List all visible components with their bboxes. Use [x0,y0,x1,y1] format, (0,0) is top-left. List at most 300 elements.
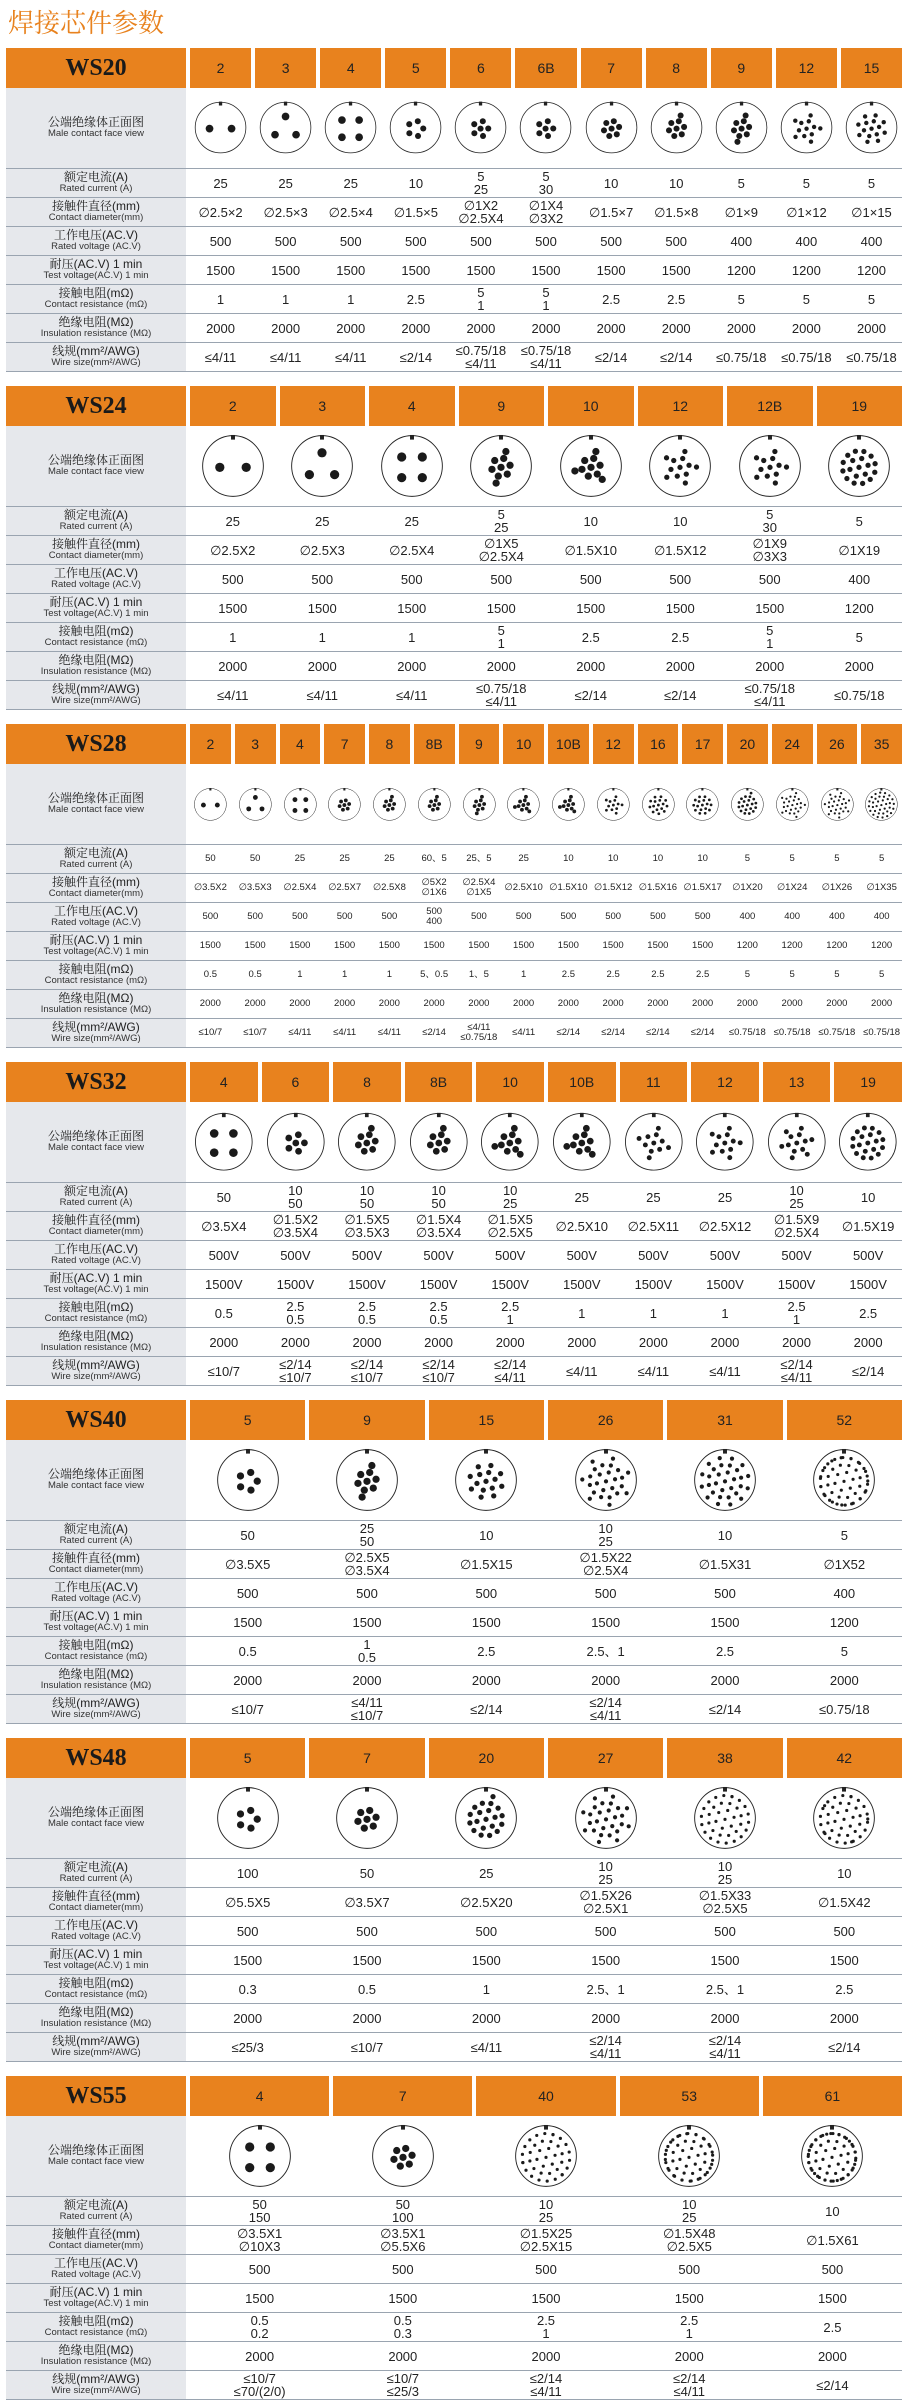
contact-pin [247,1807,254,1814]
key-notch [320,435,324,440]
value-cell [320,256,381,284]
value-cell [548,903,589,931]
value-cell [548,1241,616,1269]
value-cell [405,1212,473,1240]
contact-pin [863,1149,868,1154]
value-line: 2000 [782,1334,811,1350]
contact-face-view [320,88,381,168]
value-cell [190,1019,231,1047]
value-cell [369,594,455,622]
contact-pin [566,803,570,807]
contact-pin [492,1143,499,1150]
insulator-outline [217,1450,278,1511]
contact-face-diagram [334,1785,400,1851]
contact-face-diagram [453,1447,519,1513]
value-cell [682,961,723,989]
value-line: 2000 [218,658,248,674]
value-line: ≤2/14 [556,1027,581,1038]
value-line: 1 [721,1305,729,1321]
contact-pin [533,2144,536,2147]
row-label-cn: 耐压(AC.V) 1 min [49,2285,143,2299]
row-label-en: Test voltage(AC.V) 1 min [43,608,149,619]
row-label [6,874,186,902]
value-line: ≤4/11 [351,1695,383,1710]
value-line: 0.3 [238,1981,257,1997]
contact-pin [361,1825,368,1832]
contact-pin [693,803,696,806]
value-line: 10 [837,1865,852,1881]
row-label-cn: 绝缘电阻(MΩ) [58,1329,134,1343]
contact-pin [723,1479,727,1483]
value-cell [476,1357,544,1385]
row-insulation [6,314,902,343]
value-line: 1 [216,291,225,307]
value-cell [620,2342,759,2370]
value-line: 500 [600,233,622,249]
contact-pin [832,800,834,802]
contact-pin [772,449,777,454]
value-line: ∅3.5X5 [225,1556,271,1572]
contact-pin [295,1132,302,1139]
contact-pin [834,1820,837,1823]
value-line: ≤2/14 [589,2033,622,2048]
row-label-en: Rated voltage (AC.V) [51,917,141,928]
value-cell [776,169,837,197]
contact-pin [675,474,680,479]
contact-pin [542,2165,545,2168]
value-line: ≤4/11 [470,2039,503,2055]
value-cell [787,1666,902,1694]
contact-face-diagram [649,100,704,155]
contact-pin [285,1135,292,1142]
contact-arrangement-header: 61 [763,2076,902,2116]
value-line: 5 [744,969,751,980]
value-line: 1500 [602,940,624,951]
row-label [6,536,186,564]
row-label [6,2226,186,2254]
value-cell [787,1521,902,1549]
value-line: 1500 [397,600,427,616]
row-label-cn: 线规(mm²/AWG) [52,682,140,696]
contact-arrangement-header: 40 [476,2076,615,2116]
row-label [6,2342,186,2370]
value-line: 10 [502,1183,518,1198]
contact-face-view [255,88,316,168]
contact-face-diagram [289,433,355,499]
contact-pin [605,798,608,801]
value-cell [235,990,276,1018]
contact-pin [436,806,440,810]
contact-pin [247,1486,254,1493]
contact-pin [675,119,681,125]
contact-pin [664,2153,667,2156]
value-line: ∅1.5X5 [487,1212,533,1227]
value-cell [763,1241,831,1269]
value-line: 1500V [348,1276,386,1292]
contact-pin [714,1820,717,1823]
contact-face-view [414,764,455,844]
contact-pin [738,1141,743,1146]
contact-pin [427,1142,434,1149]
contact-pin [864,121,868,125]
row-label-cn: 线规(mm²/AWG) [52,2372,140,2386]
value-line: ∅1X6 [421,887,447,898]
value-line: 2000 [378,998,400,1009]
value-line: 1500 [218,600,248,616]
contact-pin [587,1497,591,1501]
contact-pin [819,1815,822,1818]
contact-face-view [476,1102,544,1182]
contact-pin [563,1143,570,1150]
value-line: 2000 [206,320,235,336]
contact-pin [543,126,549,132]
contact-pin [869,453,874,458]
value-cell [667,1888,782,1916]
contact-pin [570,806,574,810]
row-label-cn: 工作电压(AC.V) [53,904,138,918]
value-line: 1 [766,636,774,651]
value-line: ≤0.75/18 [455,343,507,358]
contact-pin [790,808,792,810]
row-label-cn: 额定电流(A) [64,2198,128,2212]
contact-pin [799,1126,804,1131]
value-cell [841,227,902,255]
value-line: 10 [652,853,664,864]
contact-pin [872,801,874,803]
value-line: 2000 [692,998,714,1009]
value-cell [190,623,276,651]
contact-arrangement-header: 17 [682,724,723,764]
key-notch [246,1787,250,1792]
value-cell [369,1019,410,1047]
value-cell [817,565,903,593]
contact-face-diagram [596,787,631,822]
value-line: ≤4/11 [673,2384,705,2399]
contact-pin [863,1467,866,1470]
value-cell [727,652,813,680]
contact-pin [679,2158,682,2161]
value-cell [727,961,768,989]
value-cell [459,681,545,709]
value-line: 25 [404,513,419,529]
contact-face-view [638,426,724,506]
key-notch [219,102,222,106]
contact-pin [804,127,808,131]
contact-pin [676,2167,679,2170]
value-line: ∅2.5X4 [462,877,496,888]
contact-pin [784,464,789,469]
contact-face-view [817,426,903,506]
row-label [6,1270,186,1298]
insulator-outline [292,436,353,497]
contact-pin [606,1808,610,1812]
value-line: ≤0.75/18 [744,681,795,696]
insulator-outline [217,1788,278,1849]
contact-pin [700,1472,704,1476]
contact-pin [829,809,831,811]
value-cell [817,652,903,680]
contact-pin [704,2152,707,2155]
contact-pin [480,1801,485,1806]
value-line: 5 [744,853,751,864]
contact-face-view [450,88,511,168]
value-cell [503,990,544,1018]
contact-pin [668,120,674,126]
value-line: 50 [249,853,261,864]
key-notch [612,788,614,790]
contact-pin [722,1141,727,1146]
key-notch [401,2125,405,2130]
contact-pin [697,2154,700,2157]
row-label [6,2197,186,2225]
contact-pin [703,2161,706,2164]
value-line: 1500 [557,940,579,951]
row-label-cn: 接触件直径(mm) [52,2227,140,2241]
value-cell [817,990,858,1018]
contact-face-view [405,1102,473,1182]
value-line: 500V [709,1247,741,1263]
value-cell [333,2197,472,2225]
value-cell [333,1183,401,1211]
value-line: ≤10/7 [207,1363,241,1379]
contact-pin [553,2154,556,2157]
contact-pin [537,131,543,137]
contact-face-diagram [799,2123,865,2189]
value-cell [515,227,576,255]
value-cell [190,1666,305,1694]
value-line: ≤0.75/18 [818,1027,856,1038]
value-line: 500 [356,1585,378,1601]
value-line: 2.5 [671,629,690,645]
contact-pin [655,1126,660,1131]
value-line: 1 [649,1305,657,1321]
contact-pin [330,470,339,479]
value-line: ≤2/14 [672,2371,706,2386]
value-line: ≤4/11 [566,1363,598,1379]
value-line: 25 [574,1189,589,1205]
row-label-en: Contact resistance (mΩ) [44,975,148,986]
value-line: 2000 [336,320,366,336]
contact-pin [561,2152,564,2155]
contact-pin [833,1458,836,1461]
contact-pin [581,457,588,464]
contact-pin [831,1459,834,1462]
contact-face-diagram [462,787,497,822]
value-line: 50 [216,1189,232,1205]
value-cell [787,1859,902,1887]
value-cell [324,961,365,989]
contact-pin [282,113,290,121]
value-cell [476,1270,544,1298]
contact-pin [815,2159,818,2162]
contact-pin [752,810,755,813]
contact-face-diagram [238,787,273,822]
row-label-cn: 线规(mm²/AWG) [52,2034,140,2048]
contact-pin [580,1477,584,1481]
row-current [6,2197,902,2226]
contact-pin [856,123,860,127]
value-line: ≤0.75/18 [728,1027,766,1038]
row-test [6,1270,902,1299]
contact-pin [709,2145,712,2148]
value-line: 2.5、1 [586,1643,625,1659]
contact-pin [681,2149,684,2152]
contact-face-diagram [623,1111,685,1173]
contact-pin [804,803,806,805]
contact-pin [389,798,393,802]
value-cell [190,285,251,313]
contact-pin [698,795,701,798]
value-line: ∅1.5X17 [683,882,722,893]
contact-pin [364,1140,371,1147]
contact-pin [229,1149,238,1158]
contact-pin [831,805,833,807]
row-label-en: Test voltage(AC.V) 1 min [43,1284,149,1295]
value-cell [593,845,634,873]
value-line: ≤2/14 [646,1027,670,1038]
row-voltage [6,1579,902,1608]
contact-pin [889,794,891,796]
value-line: ≤2/14 [422,1357,455,1372]
contact-arrangement-header: 11 [620,1062,688,1102]
contact-pin [744,795,747,798]
value-cell [324,932,365,960]
contact-pin [592,448,599,455]
value-line: 1 [341,969,348,980]
contact-pin [866,1812,869,1815]
contact-pin [831,1500,834,1503]
value-line: 500 [594,1585,617,1601]
contact-arrangement-header: 6B [515,48,576,88]
contact-pin [866,1483,869,1486]
value-line: 1500 [692,940,714,951]
value-line: 0.5 [393,2313,412,2328]
value-line: ≤2/14 [594,349,628,365]
contact-pin [791,804,793,806]
contact-pin [855,1469,858,1472]
contact-pin [824,1832,827,1835]
contact-pin [695,2133,698,2136]
contact-pin [819,1475,822,1478]
value-cell [190,536,276,564]
value-cell [727,903,768,931]
key-notch [795,1113,799,1117]
contact-pin [480,133,486,139]
value-line: 500 [356,1923,378,1939]
row-label-cn: 耐压(AC.V) 1 min [49,1609,143,1623]
contact-pin [489,1801,494,1806]
contact-pin [786,1143,791,1148]
value-line: ≤4/11 [377,1027,401,1038]
value-cell [772,932,813,960]
value-line: ∅1X35 [866,882,897,893]
value-cell [711,285,772,313]
contact-pin [659,795,662,798]
contact-pin [830,2179,833,2182]
contact-pin [830,797,832,799]
value-line: ≤4/11 [494,1370,526,1385]
contact-pin [741,804,744,807]
value-cell [581,227,642,255]
value-line: ∅3.5X7 [344,1894,390,1910]
value-cell [834,1212,902,1240]
contact-pin [615,1829,619,1833]
contact-pin [854,2150,857,2153]
contact-pin [435,1140,442,1147]
value-cell [772,903,813,931]
value-cell [638,932,679,960]
row-label-en: Test voltage(AC.V) 1 min [43,1960,149,1971]
contact-pin [752,797,755,800]
value-cell [429,1608,544,1636]
row-label-en: Wire size(mm²/AWG) [51,2385,141,2396]
contact-pin [486,1808,491,1813]
value-line: 1200 [844,600,874,616]
contact-pin [823,803,825,805]
contact-pin [625,1806,629,1810]
value-cell [320,198,381,226]
value-line: 25 [518,853,529,864]
contact-face-diagram [323,100,378,155]
contact-pin [480,806,484,810]
contact-pin [544,2156,547,2159]
value-cell [262,1270,330,1298]
value-line: 0.5 [214,1305,233,1321]
value-cell [450,198,511,226]
contact-pin [611,1457,615,1461]
contact-pin [838,795,840,797]
contact-face-view [787,1778,902,1858]
contact-pin [754,475,759,480]
contact-pin [849,1825,852,1828]
value-line: ≤10/7 [243,2371,276,2386]
contact-pin [793,119,797,123]
value-cell [646,227,707,255]
contact-pin [538,2149,541,2152]
contact-pin [338,134,346,142]
value-cell [280,961,321,989]
row-diameter [6,1550,902,1579]
contact-face-view [429,1440,544,1520]
row-voltage [6,1241,902,1270]
row-label [6,1521,186,1549]
value-line: 1 [482,1981,490,1997]
value-cell [190,1521,305,1549]
contact-face-view [235,764,276,844]
value-cell [548,1550,663,1578]
contact-pin [587,1483,591,1487]
value-line: 5 [789,853,795,864]
value-cell [548,565,634,593]
contact-pin [665,804,668,807]
contact-face-diagram [584,100,639,155]
contact-pin [600,1463,604,1467]
row-insulation [6,652,902,681]
contact-arrangement-header: 7 [333,2076,472,2116]
contact-face-view [787,1440,902,1520]
row-voltage [6,227,902,256]
value-cell [787,1917,902,1945]
row-label [6,1608,186,1636]
contact-pin [841,803,843,805]
value-cell [476,2342,615,2370]
contact-pin [844,806,846,808]
value-line: ∅2.5X4 [283,882,317,893]
contact-face-view [548,1102,616,1182]
value-line: 25 [598,1534,613,1549]
contact-pin [884,792,886,794]
value-line: 2.5 [477,1643,496,1659]
